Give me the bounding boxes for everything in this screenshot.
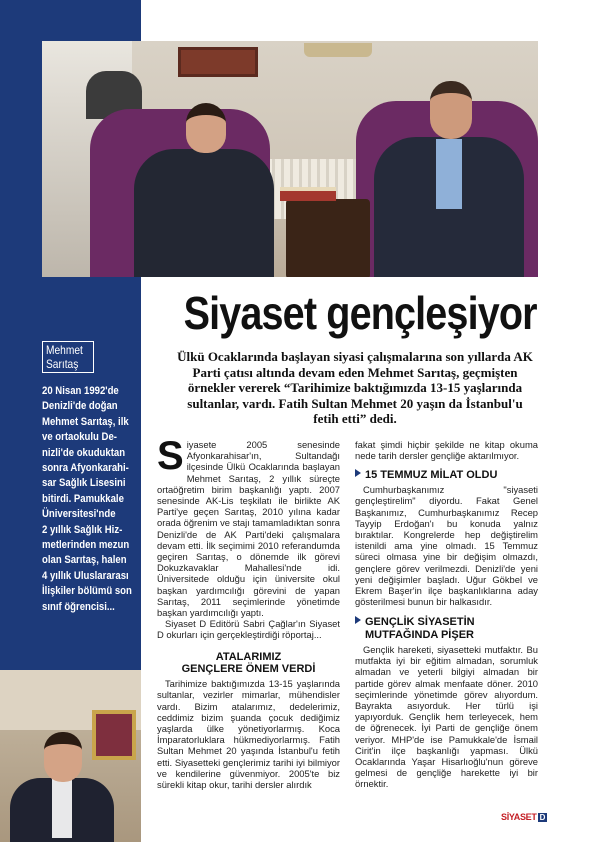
- lead-paragraph: Ülkü Ocaklarında başlayan siyasi çalışmalarına son yıllarda AK Parti çatısı altında devam eden Mehmet Sarıtaş, geçmişten örnekler vererek “Tarihimize baktığımızda 13-15 yaşlarında sultanlar, vardı. Fatih Sultan Mehmet 20 yaşın da İstanbul'u fetih etti” dedi.: [177, 349, 533, 427]
- bio-line: ve ortaokulu De-: [42, 431, 117, 444]
- subhead-atalarimiz: [157, 651, 340, 677]
- subhead-15-temmuz: [355, 469, 538, 482]
- editor-note: Siyaset D Editörü Sabri Çağlar'ın Siyaset D okurları için gerçekleştirdiği röportaj...: [157, 618, 340, 641]
- bio-line: 4 yıllık Uluslararası: [42, 569, 129, 582]
- subhead-line: GENÇLİK SİYASETİN: [365, 616, 475, 629]
- author-byline: [42, 341, 94, 373]
- arrow-icon: [355, 616, 361, 624]
- article-column-left: [157, 434, 340, 791]
- headline: Siyaset gençleşiyor: [183, 287, 537, 339]
- bio-line: olan Sarıtaş, halen: [42, 554, 127, 567]
- bio-line: sınıf öğrencisi...: [42, 600, 115, 613]
- subhead-genclik: [355, 616, 538, 642]
- section-15-temmuz-text: Cumhurbaşkanımız "siyaseti gençleştirelim" diyordu. Fakat Genel Başkanımız, Cumhurbaşkanımız Recep Tayyip Erdoğan'ı bu konuda yalnız bıraktılar. Kongrelerde hep değiştirelim istenildi ama yine olmadı. 15 Temmuz süreci olmasa yine bir değişim olmazdı, gençlere görev verilmezdi. Denizli'de yeni yeni değişimler başladı. Uğur Gökbel ve Ekrem Başer'in ilçe başkanlıklarına aday gösterilmesi bunun bir halkasıdır.: [355, 484, 538, 608]
- bio-line: bitirdi. Pamukkale: [42, 492, 124, 505]
- section-atalarimiz-text: Tarihimize baktığımızda 13-15 yaşlarında sultanlar, vezirler mimarlar, mühendisler vardı. Bizim atalarımız, dedelerimiz, ceddimiz bizim şuanda çocuk dediğimiz yaşlarda ülke yönetiyorlarmış. Koca İmparatorluklara hükmediyorlarmış. Fatih Sultan Mehmet 20 yaşında İstanbul'u fetih etti. Siyasetteki gençlerimiz tarihi iyi bilmiyor ve kendilerine güvenmiyor. 2005'te biz sürekli kitap okur, tarihi dersler alırdık: [157, 678, 340, 791]
- bio-line: Mehmet Sarıtaş, ilk: [42, 415, 129, 428]
- dropcap: S: [157, 434, 184, 478]
- article-column-right: [355, 439, 538, 790]
- logo-text: SİYASET: [501, 812, 537, 822]
- bio-line: 2 yıllık Sağlık Hiz-: [42, 523, 123, 536]
- subhead-line: ATALARIMIZ: [215, 650, 282, 663]
- author-first-name: Mehmet: [46, 343, 83, 357]
- author-bio: [42, 384, 136, 615]
- continuation-text: fakat şimdi hiçbir şekilde ne kitap okuma nede tarih dersler gençliğe aktarılmıyor.: [355, 439, 538, 462]
- author-last-name: Sarıtaş: [46, 357, 79, 371]
- bio-line: nizli'de okuduktan: [42, 446, 126, 459]
- author-portrait-photo: [0, 670, 141, 842]
- bio-line: sonra Afyonkarahi-: [42, 462, 129, 475]
- logo-mark: D: [539, 812, 546, 822]
- bio-line: Üniversitesi'nde: [42, 508, 116, 521]
- section-genclik-text: Gençlik hareketi, siyasetteki mutfaktır. Bu mutfakta iyi bir eğitim almadan, sorumluk almadan ve yeterli bilgiyi almadan bir partide görev almak menfaate döner. 2010 seçimlerinde yönetimde görev alıyordum. Bayrakta asıyorduk. Her türlü işi yapıyorduk. Gençlik hem terleyecek, hem de öğrenecek. İyi Parti de gençliğe önem veriyor. MHP'de ise Pamukkale'de İsmail Cirit'in ilçe başkanlığı yapması. Ülkü Ocaklarında Yaşar Hisarlıoğlu'nun göreve gelmesi de gençliğe harekette iyi bir örnektir.: [355, 644, 538, 790]
- arrow-icon: [355, 469, 361, 477]
- bio-line: metlerinden mezun: [42, 539, 130, 552]
- bio-line: sar Sağlık Lisesini: [42, 477, 126, 490]
- subhead-line: MUTFAĞINDA PİŞER: [365, 629, 474, 642]
- subhead-line: GENÇLERE ÖNEM VERDİ: [181, 663, 316, 676]
- article-intro: [157, 434, 340, 619]
- bio-line: İlişkiler bölümü son: [42, 585, 132, 598]
- hero-photo: [42, 41, 538, 277]
- bio-line: Denizli'de doğan: [42, 400, 118, 413]
- bio-line: 20 Nisan 1992'de: [42, 385, 119, 397]
- intro-text: iyasete 2005 senesinde Afyonkarahisar'ın, Sultandağı ilçesinde Ülkü Ocaklarında başlayan Mehmet Sarıtaş, 2 yıllık süreçte ortaöğretim birim başkanlığı yaptı. 2007 senesinde AK-Lis teşkilatı ile birlikte AK Parti'ye geçen Sarıtaş, 2010 yılına kadar orada öğrenim ve stajı tamamladıktan sonra Denizli'de de AK Parti'deki çalışmalara devam etti. İlk seçimimi 2010 referandumda geçiren Sarıtaş, o dönemde ilk görevi Dokuzkavaklar Mahallesi'nde idi. Üniversitede olduğu için üniversite okul başkan yardımcılığı görevini de yapan Sarıtaş, 2011 seçimlerinde yönetimde başkan yardımcılığı yaptı.: [157, 439, 340, 619]
- siyaset-d-logo: [501, 812, 547, 822]
- subhead-text: 15 TEMMUZ MİLAT OLDU: [365, 469, 498, 482]
